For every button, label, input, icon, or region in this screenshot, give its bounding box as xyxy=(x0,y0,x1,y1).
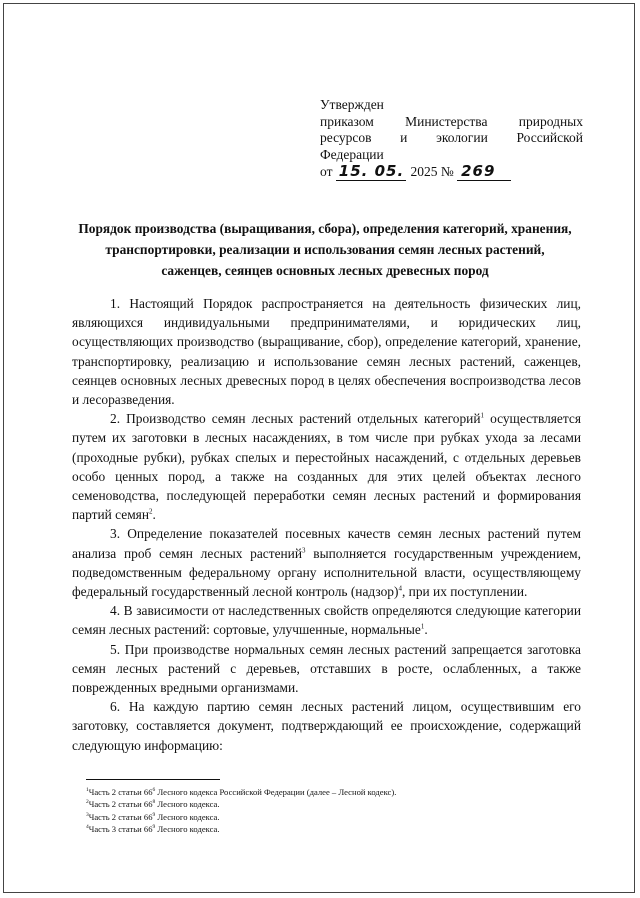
footnote-text: Часть 2 статьи 66 xyxy=(88,811,153,822)
footnote-mark: 4 xyxy=(86,824,89,831)
footnote-mark: 2 xyxy=(86,799,89,806)
footnote-4 xyxy=(86,823,556,835)
footnote-article-sup: 8 xyxy=(152,799,156,806)
footnote-ref-3: 3 xyxy=(302,546,306,555)
paragraph-2-text-a: 2. Производство семян лесных растений отдельных категорий xyxy=(110,411,481,427)
document-title: Порядок производства (выращивания, сбора), определения категорий, хранения, транспортировки, реализации и использования семян лесных растений, саженцев, сеянцев основных лесных древесных пород xyxy=(78,221,572,278)
footnote-text: Часть 2 статьи 66 xyxy=(88,787,153,797)
paragraph-1: 1. Настоящий Порядок распространяется на деятельность физических лиц, являющихся индивидуальными предпринимателями, и юридических лиц, осуществляющих производство (выращивание, сбор), определение категорий, хранение, транспортировку, реализацию и использование семян лесных растений, саженцев, сеянцев основных лесных древесных пород в целях обеспечения воспроизводства лесов и лесоразведения. xyxy=(72,296,581,408)
document-body xyxy=(72,294,581,755)
footnote-separator xyxy=(86,779,220,780)
paragraph-3-text-b: выполняется государственным учреждением, подведомственным федеральному органу исполнительной власти, осуществляющему федеральный государственный лесной контроль (надзор) xyxy=(72,545,582,600)
footnote-1 xyxy=(86,786,556,798)
approval-line-federation: Федерации xyxy=(320,146,384,162)
footnote-text: Часть 2 статьи 66 xyxy=(88,799,153,810)
handwritten-date: 15. 05. xyxy=(336,163,406,181)
paragraph-2-text-b: осуществляется путем их заготовки в лесных насаждениях, в том числе при рубках ухода за лесами (проходные рубки), рубках спелых и перестойных насаждений, с отдельных деревьев особо ценных пород, а также на созданных для этих целей объектах лесного семеноводства, последующей переработки семян лесных растений и формирования партий семян xyxy=(72,411,581,523)
paragraph-6: 6. На каждую партию семян лесных растений лицом, осуществившим его заготовку, составляется документ, подтверждающий ее происхождение, содержащий следующую информацию: xyxy=(72,699,581,753)
footnote-ref-1: 1 xyxy=(480,411,485,420)
year-label: 2025 № xyxy=(410,164,454,179)
footnote-ref-4: 4 xyxy=(398,584,402,593)
paragraph-4-text-b: . xyxy=(424,622,428,638)
paragraph-3 xyxy=(72,524,581,601)
date-prefix: от xyxy=(320,164,333,179)
footnote-article-sup: 9 xyxy=(152,811,156,818)
footnote-text-tail: Лесного кодекса. xyxy=(155,824,220,835)
paragraph-3-text-c: , при их поступлении. xyxy=(401,584,528,600)
approval-date-line xyxy=(320,163,583,181)
handwritten-number: 269 xyxy=(457,163,511,181)
footnote-text-tail: Лесного кодекса. xyxy=(155,811,220,822)
footnote-3 xyxy=(86,811,556,823)
approval-line-order: приказом Министерства природных xyxy=(320,113,583,129)
paragraph-3-text-a: 3. Определение показателей посевных качеств семян лесных растений путем анализа проб семян лесных растений xyxy=(72,526,581,561)
footnote-article-sup: 9 xyxy=(152,824,156,831)
paragraph-4 xyxy=(72,601,581,639)
paragraph-4-text-a: 4. В зависимости от наследственных свойств определяются следующие категории семян лесных растений: сортовые, улучшенные, нормальные xyxy=(72,603,581,638)
footnote-text-tail: Лесного кодекса. xyxy=(155,799,220,810)
paragraph-5: 5. При производстве нормальных семян лесных растений запрещается заготовка семян лесных растений с деревьев, отставших в росте, ослабленных, а также поврежденных вредными организмами. xyxy=(72,641,581,696)
approval-line-approved: Утвержден xyxy=(320,97,384,112)
footnote-ref-2: 2 xyxy=(149,507,153,516)
footnote-text-tail: Лесного кодекса Российской Федерации (далее – Лесной кодекс). xyxy=(155,787,397,797)
footnote-mark: 1 xyxy=(86,787,89,794)
footnote-text: Часть 3 статьи 66 xyxy=(88,824,153,835)
footnote-ref-1b: 1 xyxy=(420,622,425,631)
footnote-article-sup: 6 xyxy=(152,787,156,794)
approval-stamp xyxy=(320,97,583,181)
approval-line-ministry: ресурсов и экологии Российской xyxy=(320,130,583,145)
paragraph-2-text-c: . xyxy=(152,507,156,523)
footnote-mark: 3 xyxy=(86,811,89,818)
footnote-2 xyxy=(86,798,556,810)
paragraph-2 xyxy=(72,409,581,524)
footnotes xyxy=(86,786,556,836)
